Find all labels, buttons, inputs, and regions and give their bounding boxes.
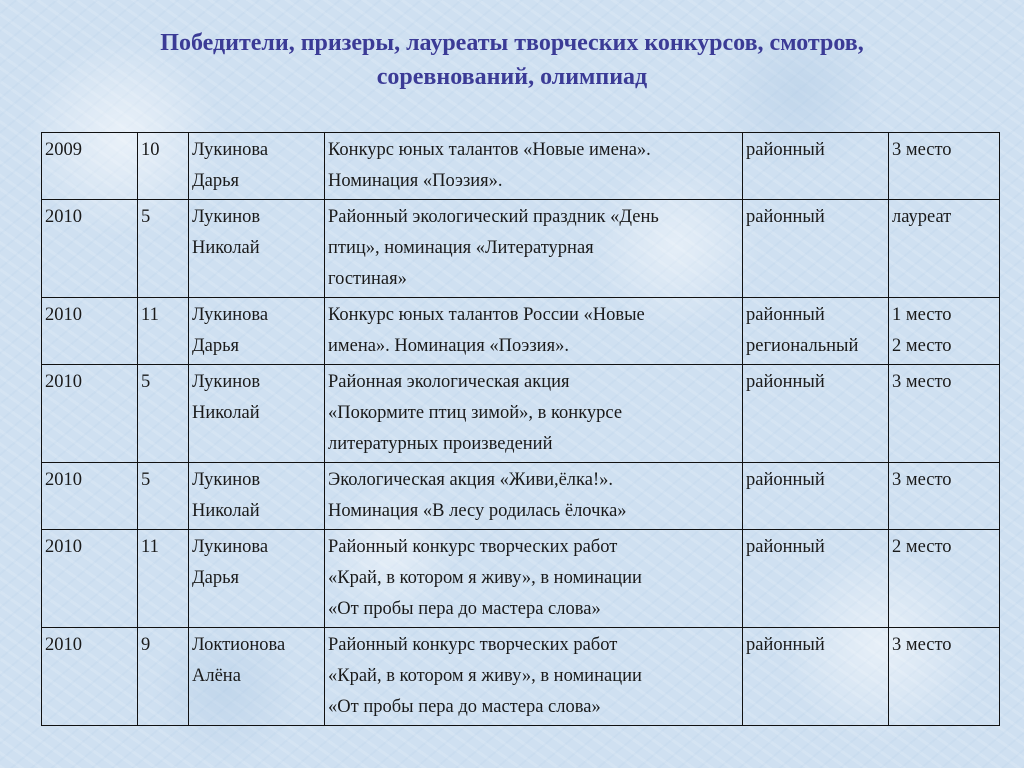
level-cell-line: районный (746, 140, 825, 160)
event-cell-line: «От пробы пера до мастера слова» (328, 599, 601, 619)
participant-cell-line: Лукинова (192, 537, 269, 557)
level-cell-line: районный (746, 635, 825, 655)
event-cell-line: птиц», номинация «Литературная (328, 238, 594, 258)
level-cell (743, 133, 889, 200)
participant-cell-line: Дарья (192, 171, 240, 191)
result-cell (889, 200, 1000, 298)
event-cell-line: Районный конкурс творческих работ (328, 635, 618, 655)
level-cell (743, 298, 889, 365)
result-cell (889, 463, 1000, 530)
participant-cell (189, 298, 325, 365)
awards-table (41, 132, 1000, 726)
event-cell-line: литературных произведений (328, 434, 553, 454)
participant-cell-line: Алёна (192, 666, 241, 686)
participant-cell-line: Дарья (192, 568, 240, 588)
year-cell: 2010 (42, 200, 138, 298)
table-row (42, 133, 1000, 200)
event-cell-line: Конкурс юных талантов «Новые имена». (328, 140, 651, 160)
participant-cell (189, 628, 325, 726)
page-title-line-2: соревнований, олимпиад (376, 64, 648, 90)
result-cell-line: 2 место (892, 336, 952, 356)
participant-cell (189, 200, 325, 298)
table-row (42, 628, 1000, 726)
level-cell (743, 200, 889, 298)
event-cell-line: Районная экологическая акция (328, 372, 570, 392)
grade-cell: 11 (138, 298, 189, 365)
level-cell (743, 530, 889, 628)
level-cell-line: районный (746, 470, 825, 490)
participant-cell-line: Николай (192, 501, 260, 521)
participant-cell-line: Локтионова (192, 635, 286, 655)
page-title (60, 26, 964, 94)
table-row (42, 463, 1000, 530)
level-cell-line: районный (746, 372, 825, 392)
result-cell-line: 1 место (892, 305, 952, 325)
event-cell-line: Номинация «В лесу родилась ёлочка» (328, 501, 627, 521)
event-cell-line: Районный конкурс творческих работ (328, 537, 618, 557)
awards-table-container (41, 132, 999, 726)
participant-cell (189, 133, 325, 200)
event-cell (325, 365, 743, 463)
grade-cell: 5 (138, 200, 189, 298)
event-cell-line: Конкурс юных талантов России «Новые (328, 305, 645, 325)
event-cell-line: «Край, в котором я живу», в номинации (328, 666, 642, 686)
event-cell (325, 200, 743, 298)
event-cell (325, 133, 743, 200)
table-row (42, 200, 1000, 298)
year-cell: 2010 (42, 365, 138, 463)
year-cell: 2009 (42, 133, 138, 200)
grade-cell: 5 (138, 463, 189, 530)
result-cell-line: лауреат (892, 207, 952, 227)
participant-cell (189, 365, 325, 463)
level-cell (743, 628, 889, 726)
result-cell-line: 3 место (892, 635, 952, 655)
result-cell-line: 3 место (892, 372, 952, 392)
participant-cell-line: Николай (192, 238, 260, 258)
grade-cell: 10 (138, 133, 189, 200)
grade-cell: 11 (138, 530, 189, 628)
participant-cell-line: Лукинов (192, 372, 261, 392)
year-cell: 2010 (42, 530, 138, 628)
event-cell-line: «Край, в котором я живу», в номинации (328, 568, 642, 588)
event-cell-line: «От пробы пера до мастера слова» (328, 697, 601, 717)
level-cell-line: региональный (746, 336, 859, 356)
page-title-line-1: Победители, призеры, лауреаты творческих конкурсов, смотров, (160, 30, 864, 56)
result-cell (889, 298, 1000, 365)
event-cell-line: «Покормите птиц зимой», в конкурсе (328, 403, 623, 423)
awards-table-body (42, 133, 1000, 726)
event-cell-line: Районный экологический праздник «День (328, 207, 659, 227)
event-cell-line: Номинация «Поэзия». (328, 171, 503, 191)
result-cell (889, 530, 1000, 628)
year-cell: 2010 (42, 463, 138, 530)
table-row (42, 365, 1000, 463)
participant-cell-line: Дарья (192, 336, 240, 356)
table-row (42, 530, 1000, 628)
event-cell-line: имена». Номинация «Поэзия». (328, 336, 569, 356)
result-cell-line: 2 место (892, 537, 952, 557)
level-cell-line: районный (746, 305, 825, 325)
event-cell-line: гостиная» (328, 269, 407, 289)
level-cell (743, 463, 889, 530)
level-cell-line: районный (746, 207, 825, 227)
result-cell-line: 3 место (892, 470, 952, 490)
participant-cell-line: Николай (192, 403, 260, 423)
year-cell: 2010 (42, 298, 138, 365)
result-cell (889, 133, 1000, 200)
event-cell (325, 298, 743, 365)
participant-cell-line: Лукинова (192, 140, 269, 160)
level-cell-line: районный (746, 537, 825, 557)
participant-cell-line: Лукинов (192, 470, 261, 490)
result-cell-line: 3 место (892, 140, 952, 160)
level-cell (743, 365, 889, 463)
event-cell (325, 628, 743, 726)
event-cell (325, 530, 743, 628)
participant-cell (189, 463, 325, 530)
event-cell-line: Экологическая акция «Живи,ёлка!». (328, 470, 613, 490)
participant-cell-line: Лукинова (192, 305, 269, 325)
result-cell (889, 628, 1000, 726)
grade-cell: 5 (138, 365, 189, 463)
table-row (42, 298, 1000, 365)
participant-cell (189, 530, 325, 628)
result-cell (889, 365, 1000, 463)
participant-cell-line: Лукинов (192, 207, 261, 227)
grade-cell: 9 (138, 628, 189, 726)
event-cell (325, 463, 743, 530)
year-cell: 2010 (42, 628, 138, 726)
